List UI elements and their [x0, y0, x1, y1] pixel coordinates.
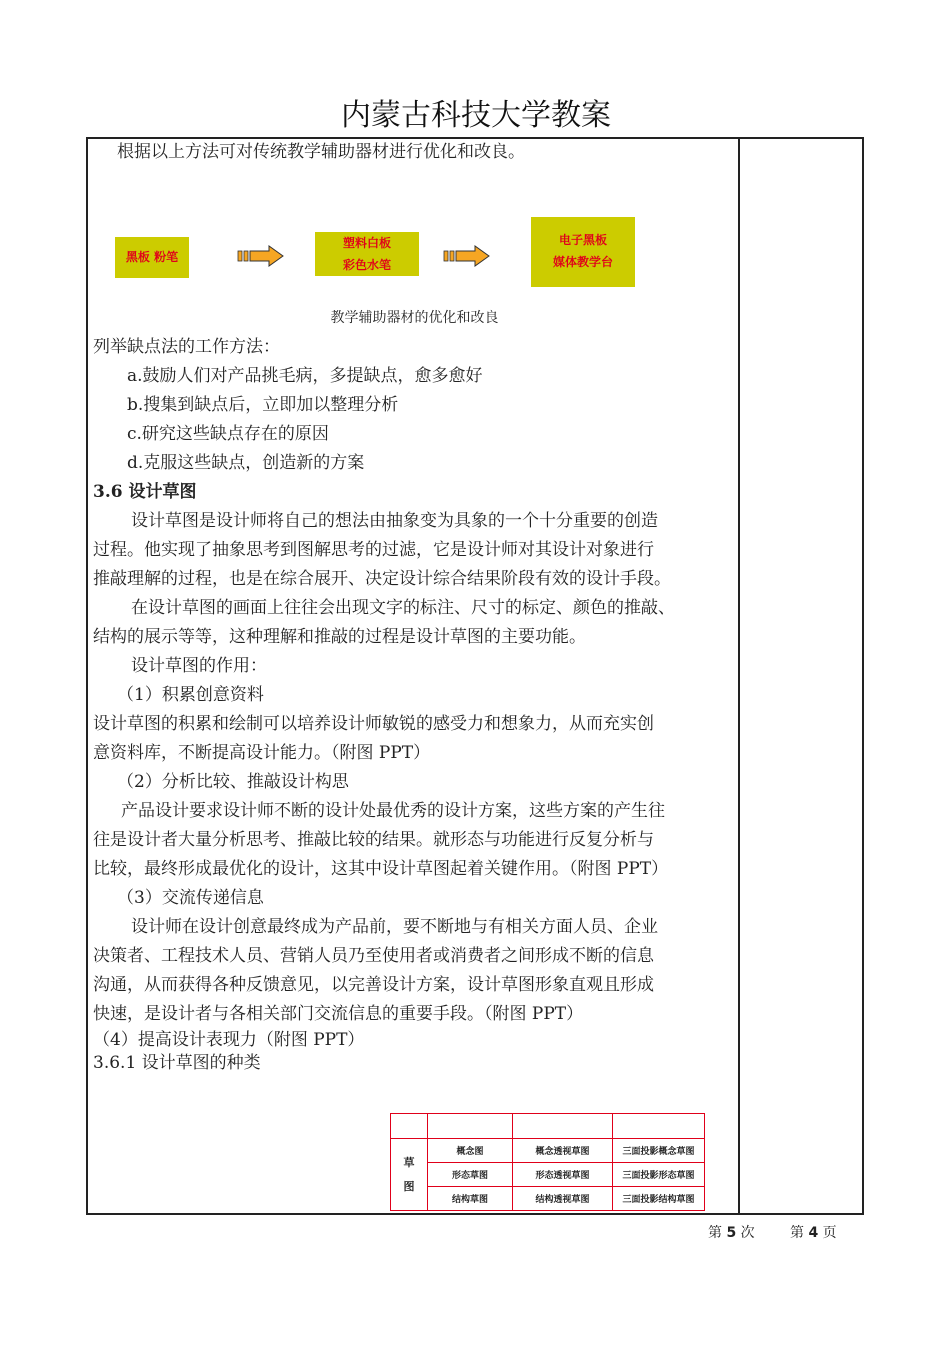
table-cell: 概念图	[428, 1139, 513, 1163]
paragraph-line: 在设计草图的画面上往往会出现文字的标注、尺寸的标定、颜色的推敲、	[131, 598, 675, 618]
table-side-label-2: 图	[403, 1179, 415, 1193]
role-heading: （1）积累创意资料	[117, 685, 264, 705]
list-item: a.鼓励人们对产品挑毛病，多提缺点，愈多愈好	[127, 366, 483, 386]
flow-caption: 教学辅助器材的优化和改良	[330, 310, 499, 326]
table-cell: 结构草图	[428, 1187, 513, 1211]
paragraph-line: 意资料库，不断提高设计能力。（附图 PPT）	[93, 743, 431, 763]
table-side-label-1: 草	[403, 1155, 415, 1169]
table-row	[391, 1163, 705, 1187]
flow-box-chalkboard: 黑板 粉笔	[115, 237, 189, 278]
flow-box-whiteboard-line1: 塑料白板	[342, 236, 391, 250]
flow-box-whiteboard-line2: 彩色水笔	[342, 258, 391, 272]
table-row	[391, 1139, 705, 1163]
paragraph-line: 决策者、工程技术人员、营销人员乃至使用者或消费者之间形成不断的信息	[93, 946, 654, 966]
paragraph-line: 比较，最终形成最优化的设计，这其中设计草图起着关键作用。（附图 PPT）	[93, 859, 669, 879]
session-prefix: 第	[708, 1225, 722, 1241]
page-prefix: 第	[790, 1225, 804, 1241]
table-cell	[428, 1114, 513, 1139]
arrow-right-icon	[237, 245, 285, 267]
page-number: 4	[808, 1225, 819, 1241]
section-heading: 3.6 设计草图	[93, 482, 197, 502]
session-counter	[708, 1222, 755, 1242]
role-heading: （2）分析比较、推敲设计构思	[117, 772, 349, 792]
paragraph-line: 沟通，从而获得各种反馈意见，以完善设计方案，设计草图形象直观且形成	[93, 975, 654, 995]
lesson-content	[93, 138, 736, 1075]
paragraph-line: 往是设计者大量分析思考、推敲比较的结果。就形态与功能进行反复分析与	[93, 830, 654, 850]
paragraph-line: 设计草图的积累和绘制可以培养设计师敏锐的感受力和想象力，从而充实创	[93, 714, 654, 734]
arrow-right-icon	[443, 245, 491, 267]
paragraph-line: 设计草图是设计师将自己的想法由抽象变为具象的一个十分重要的创造	[131, 511, 658, 531]
role-heading: （4）提高设计表现力（附图 PPT）	[93, 1030, 365, 1050]
table-cell	[513, 1114, 613, 1139]
table-cell: 形态草图	[428, 1163, 513, 1187]
table-side-label	[391, 1139, 428, 1211]
table-row	[391, 1187, 705, 1211]
table-cell	[391, 1114, 428, 1139]
flow-box-electronic-line1: 电子黑板	[558, 233, 607, 247]
table-cell: 概念透视草图	[513, 1139, 613, 1163]
roles-heading: 设计草图的作用：	[131, 656, 267, 676]
role-heading: （3）交流传递信息	[117, 888, 264, 908]
table-header-row	[391, 1114, 705, 1139]
table-cell: 三面投影形态草图	[613, 1163, 705, 1187]
page-suffix: 页	[822, 1225, 837, 1241]
table-cell	[613, 1114, 705, 1139]
table-cell: 形态透视草图	[513, 1163, 613, 1187]
intro-text: 根据以上方法可对传统教学辅助器材进行优化和改良。	[117, 142, 525, 162]
flow-box-electronic-line2: 媒体教学台	[552, 255, 613, 269]
table-cell: 三面投影结构草图	[613, 1187, 705, 1211]
page-title: 内蒙古科技大学教案	[341, 98, 611, 133]
flow-diagram	[93, 167, 736, 303]
paragraph-line: 快速，是设计者与各相关部门交流信息的重要手段。（附图 PPT）	[93, 1004, 584, 1024]
column-divider	[738, 137, 740, 1215]
list-heading: 列举缺点法的工作方法：	[93, 337, 280, 357]
list-item: c.研究这些缺点存在的原因	[127, 424, 329, 444]
table-cell: 结构透视草图	[513, 1187, 613, 1211]
table-cell: 三面投影概念草图	[613, 1139, 705, 1163]
flow-box-whiteboard	[315, 232, 419, 276]
paragraph-line: 产品设计要求设计师不断的设计处最优秀的设计方案，这些方案的产生往	[121, 801, 665, 821]
list-item: d.克服这些缺点，创造新的方案	[127, 453, 365, 473]
list-item: b.搜集到缺点后，立即加以整理分析	[127, 395, 399, 415]
flow-box-electronic	[531, 217, 635, 287]
sketch-types-table	[390, 1113, 705, 1211]
subsection-heading: 3.6.1 设计草图的种类	[93, 1053, 261, 1073]
page-counter	[790, 1222, 837, 1242]
paragraph-line: 推敲理解的过程，也是在综合展开、决定设计综合结果阶段有效的设计手段。	[93, 569, 671, 589]
session-number: 5	[726, 1225, 737, 1241]
paragraph-line: 结构的展示等等，这种理解和推敲的过程是设计草图的主要功能。	[93, 627, 586, 647]
session-suffix: 次	[740, 1225, 755, 1241]
paragraph-line: 过程。他实现了抽象思考到图解思考的过滤，它是设计师对其设计对象进行	[93, 540, 654, 560]
paragraph-line: 设计师在设计创意最终成为产品前，要不断地与有相关方面人员、企业	[131, 917, 658, 937]
